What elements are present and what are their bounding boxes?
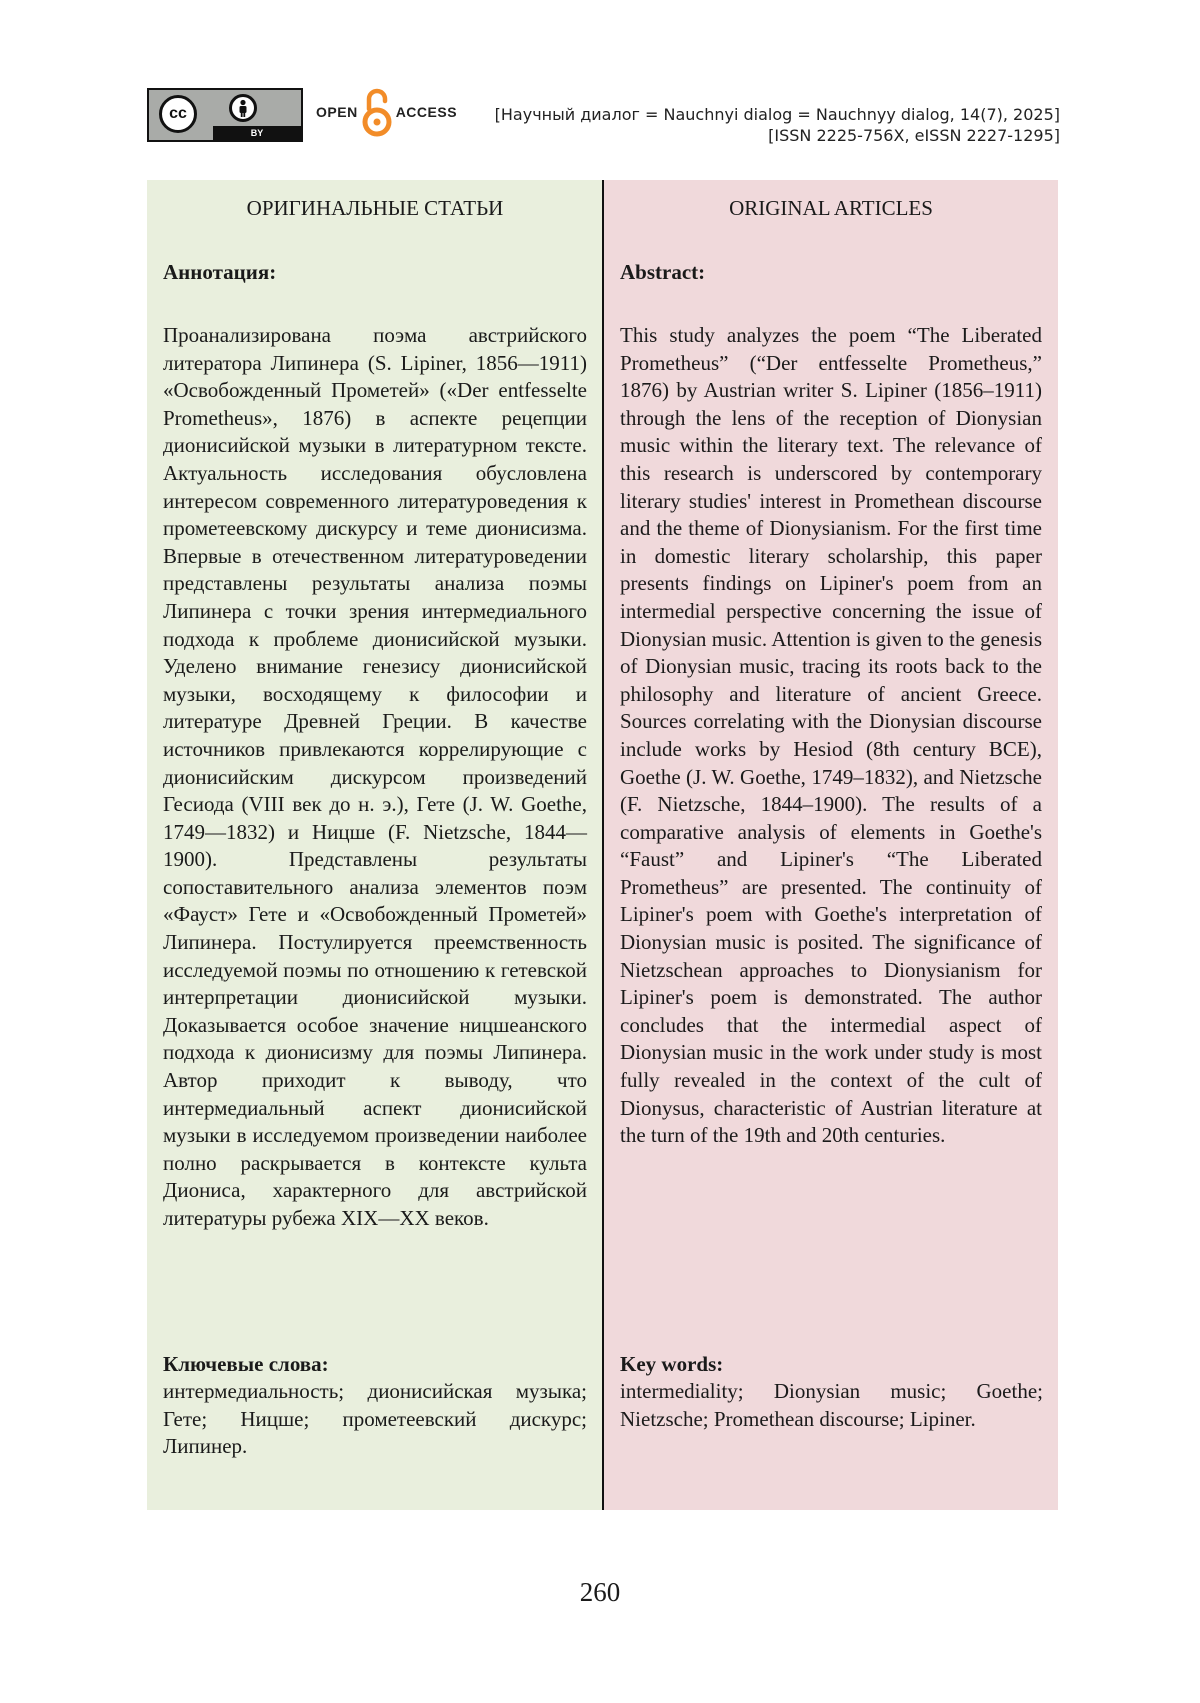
abstract-label-en: Abstract: bbox=[620, 260, 706, 284]
abstract-label-ru: Аннотация: bbox=[163, 260, 277, 284]
russian-column bbox=[147, 180, 602, 1510]
cc-by-license-badge bbox=[147, 88, 303, 142]
by-label: BY bbox=[213, 126, 301, 140]
keywords-block-ru bbox=[163, 1350, 587, 1461]
keywords-block-en bbox=[620, 1350, 1043, 1433]
attribution-person-icon bbox=[229, 94, 257, 122]
keywords-text-en: intermediality; Dionysian music; Goethe; Nietzsche; Promethean discourse; Lipiner. bbox=[620, 1379, 1043, 1431]
page-number: 260 bbox=[579, 1577, 621, 1607]
open-access-left-text: OPEN bbox=[316, 104, 358, 120]
journal-citation bbox=[495, 104, 1060, 146]
keywords-label-ru: Ключевые слова: bbox=[163, 1352, 329, 1376]
open-lock-icon bbox=[362, 85, 392, 139]
section-title-en: ORIGINAL ARTICLES bbox=[729, 196, 933, 220]
section-title-ru: ОРИГИНАЛЬНЫЕ СТАТЬИ bbox=[246, 196, 504, 220]
open-access-right-text: ACCESS bbox=[395, 104, 458, 120]
abstract-text-en: This study analyzes the poem “The Liberated Prometheus” (“Der entfesselte Prometheus,” 1876) by Austrian writer S. Lipiner (1856–1911) through the lens of the reception of Dionysian music within the literary text. The relevance of this research is underscored by contemporary literary studies' interest in Promethean discourse and the theme of Dionysianism. For the first time in domestic literary scholarship, this paper presents findings on Lipiner's poem from an intermedial perspective concerning the issue of Dionysian music. Attention is given to the genesis of Dionysian music, tracing its roots back to the philosophy and literature of ancient Greece. Sources correlating with the Dionysian discourse include works by Hesiod (8th century BCE), Goethe (J. W. Goethe, 1749–1832), and Nietzsche (F. Nietzsche, 1844–1900). The results of a comparative analysis of elements in Goethe's “Faust” and Lipiner's “The Liberated Prometheus” are presented. The continuity of Lipiner's poem with Goethe's interpretation of Dionysian music is posited. The significance of Nietzschean approaches to Dionysianism for Lipiner's poem is demonstrated. The author concludes that the intermedial aspect of Dionysian music in the work under study is most fully revealed in the context of the cult of Dionysus, characteristic of Austrian literature at the turn of the 19th and 20th centuries. bbox=[620, 323, 1042, 1148]
keywords-label-en: Key words: bbox=[620, 1352, 724, 1376]
cc-icon: cc bbox=[159, 95, 197, 133]
keywords-text-ru: интермедиальность; дионисийская музыка; Гете; Ницше; прометеевский дискурс; Липинер. bbox=[163, 1379, 587, 1459]
open-access-logo bbox=[316, 84, 457, 140]
citation-line-1: [Научный диалог = Nauchnyi dialog = Nauchnyy dialog, 14(7), 2025] bbox=[494, 105, 1060, 124]
abstract-text-ru: Проанализирована поэма австрийского литератора Липинера (S. Lipiner, 1856—1911) «Освобожденный Прометей» («Der entfesselte Prometheus», 1876) в аспекте рецепции дионисийской музыки в литературном тексте. Актуальность исследования обусловлена интересом современного литературоведения к прометеевскому дискурсу и теме дионисизма. Впервые в отечественном литературоведении представлены результаты анализа поэмы Липинера с точки зрения интермедиального подхода к проблеме дионисийской музыки. Уделено внимание генезису дионисийской музыки, восходящему к философии и литературе Древней Греции. В качестве источников привлекаются коррелирующие с дионисийским дискурсом произведений Гесиода (VIII век до н. э.), Гете (J. W. Goethe, 1749—1832) и Ницше (F. Nietzsche, 1844—1900). Представлены результаты сопоставительного анализа элементов поэм «Фауст» Гете и «Освобожденный Прометей» Липинера. Постулируется преемственность исследуемой поэмы по отношению к гетевской интерпретации дионисийской музыки. Доказывается особое значение ницшеанского подхода к дионисизму для поэмы Липинера. Автор приходит к выводу, что интермедиальный аспект дионисийской музыки в исследуемом произведении наиболее полно раскрывается в контексте культа Диониса, характерного для австрийской литературы рубежа XIX—XX веков. bbox=[163, 323, 587, 1230]
english-column bbox=[604, 180, 1058, 1510]
citation-line-2: [ISSN 2225-756X, eISSN 2227-1295] bbox=[768, 126, 1060, 145]
